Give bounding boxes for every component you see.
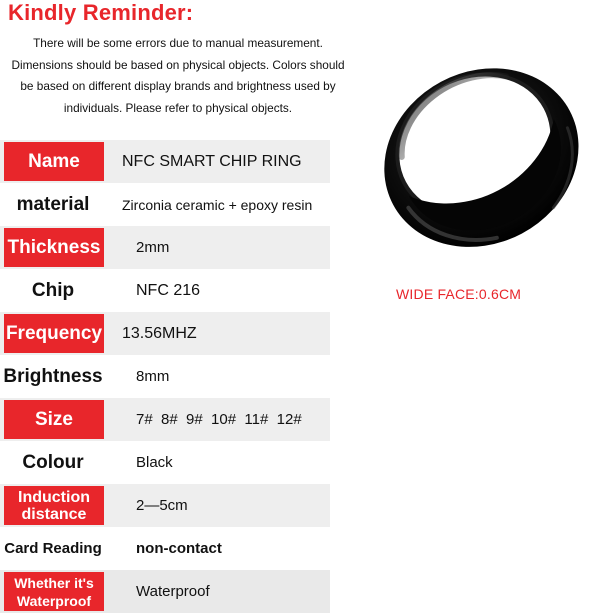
spec-label: Size	[4, 400, 104, 439]
spec-row-size	[0, 398, 330, 441]
spec-value: NFC 216	[136, 281, 201, 299]
spec-row-thickness	[0, 226, 330, 269]
spec-value: 2—5cm	[136, 497, 188, 514]
spec-row-brightness	[0, 355, 330, 398]
spec-label: Whether it's Waterproof	[4, 572, 104, 611]
spec-row-colour	[0, 441, 330, 484]
spec-value: 13.56MHZ	[122, 324, 197, 342]
wide-face-note: WIDE FACE:0.6CM	[396, 286, 522, 302]
spec-row-frequency	[0, 312, 330, 355]
spec-value: 8mm	[136, 368, 170, 385]
spec-label: Brightness	[3, 365, 103, 387]
spec-value: non-contact	[136, 540, 222, 557]
spec-value: Zirconia ceramic + epoxy resin	[122, 196, 313, 213]
spec-table	[0, 140, 330, 613]
reminder-title: Kindly Reminder:	[8, 0, 194, 25]
spec-label: Name	[4, 142, 104, 181]
spec-label: Chip	[31, 279, 75, 301]
spec-label: Card Reading	[4, 540, 102, 557]
spec-label: Colour	[22, 451, 84, 473]
spec-value: 7# 8# 9# 10# 11# 12#	[136, 411, 302, 428]
spec-value: Black	[136, 454, 173, 471]
spec-row-name	[0, 140, 330, 183]
ring-image	[370, 40, 590, 270]
spec-label: Thickness	[4, 228, 104, 267]
spec-value: Waterproof	[136, 583, 210, 600]
spec-value: NFC SMART CHIP RING	[122, 152, 302, 170]
spec-label: Induction distance	[4, 486, 104, 525]
spec-value: 2mm	[136, 239, 170, 256]
spec-row-induction-distance	[0, 484, 330, 527]
reminder-text: There will be some errors due to manual measurement. Dimensions should be based on physical objects. Colors should be based on different display brands and brightness used by individuals. Please refer to physical objects.	[11, 36, 345, 115]
spec-row-chip	[0, 269, 330, 312]
spec-label: material	[16, 193, 90, 215]
spec-row-card-reading	[0, 527, 330, 570]
ring-illustration	[370, 40, 590, 270]
spec-label: Frequency	[4, 314, 104, 353]
spec-row-material	[0, 183, 330, 226]
spec-row-waterproof	[0, 570, 330, 613]
